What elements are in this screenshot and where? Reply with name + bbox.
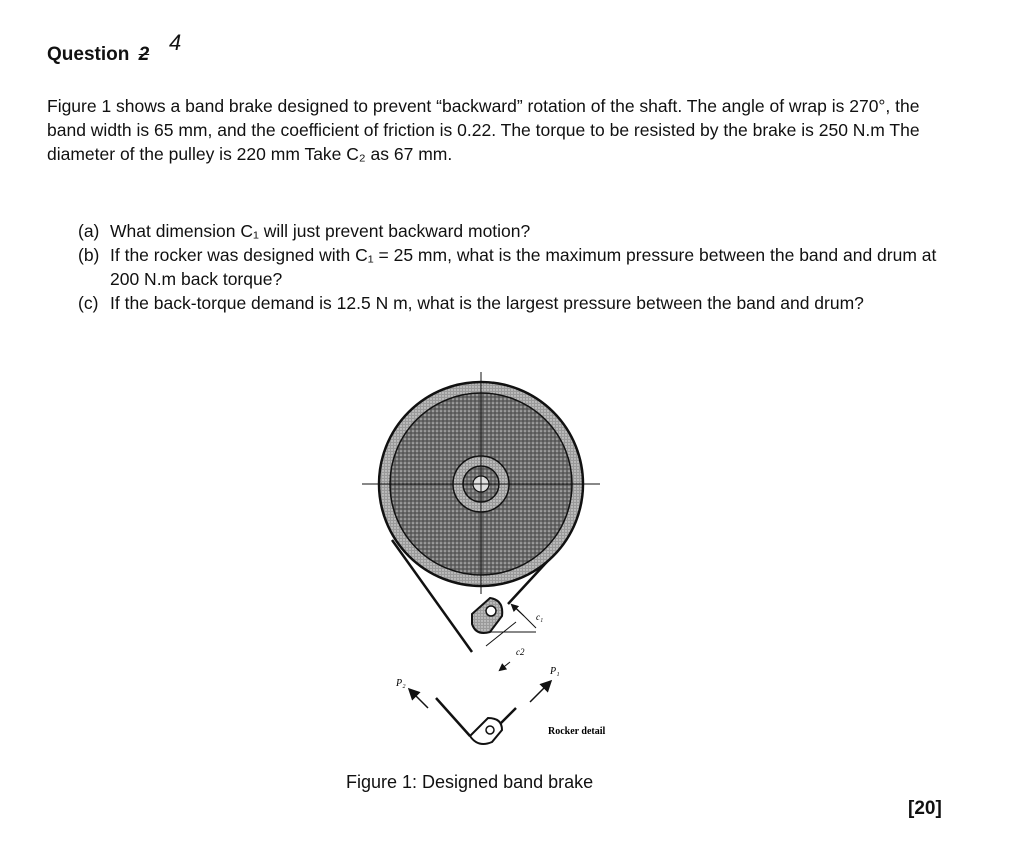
part-c-label: (c): [78, 293, 99, 313]
detail-rocker-pivot: [486, 726, 494, 734]
dim-c1-arrow: [512, 605, 524, 616]
label-c1: c₁: [536, 612, 544, 622]
band-brake-diagram: [340, 362, 640, 752]
band-brake-figure: [340, 362, 640, 752]
part-c-text: If the back-torque demand is 12.5 N m, what is the largest pressure between the band and drum?: [110, 293, 864, 313]
label-c2: c2: [516, 647, 525, 657]
question-parts: [78, 219, 948, 315]
force-p1-arrow: [530, 682, 550, 702]
detail-arm-left: [436, 698, 470, 736]
question-label: Question: [47, 44, 130, 65]
part-a-label: (a): [78, 221, 100, 241]
handwritten-question-number: 4: [169, 30, 182, 55]
struck-question-number: 2: [138, 44, 150, 65]
rocker-pivot: [486, 606, 496, 616]
part-b: [78, 243, 948, 291]
part-b-label: (b): [78, 245, 100, 265]
marks-total: [20]: [908, 798, 942, 819]
part-b-text: If the rocker was designed with C₁ = 25 mm, what is the maximum pressure between the band and drum at 200 N.m back torque?: [110, 245, 937, 289]
part-c: [78, 291, 948, 315]
label-rocker-detail: Rocker detail: [548, 726, 606, 737]
rocker: [472, 598, 502, 633]
part-a: [78, 219, 948, 243]
figure-caption: Figure 1: Designed band brake: [346, 772, 594, 792]
part-a-text: What dimension C₁ will just prevent backward motion?: [110, 221, 531, 241]
force-p2-arrow: [410, 690, 428, 708]
question-intro: Figure 1 shows a band brake designed to prevent “backward” rotation of the shaft. The angle of wrap is 270°, the band width is 65 mm, and the coefficient of friction is 0.22. The torque to be resisted by the brake is 250 N.m The diameter of the pulley is 220 mm Take C₂ as 67 mm.: [47, 96, 920, 164]
question-title: [47, 30, 182, 66]
label-p1: P₁: [550, 666, 560, 677]
dim-c2-arrow: [500, 662, 510, 670]
label-p2: P₂: [396, 678, 406, 689]
